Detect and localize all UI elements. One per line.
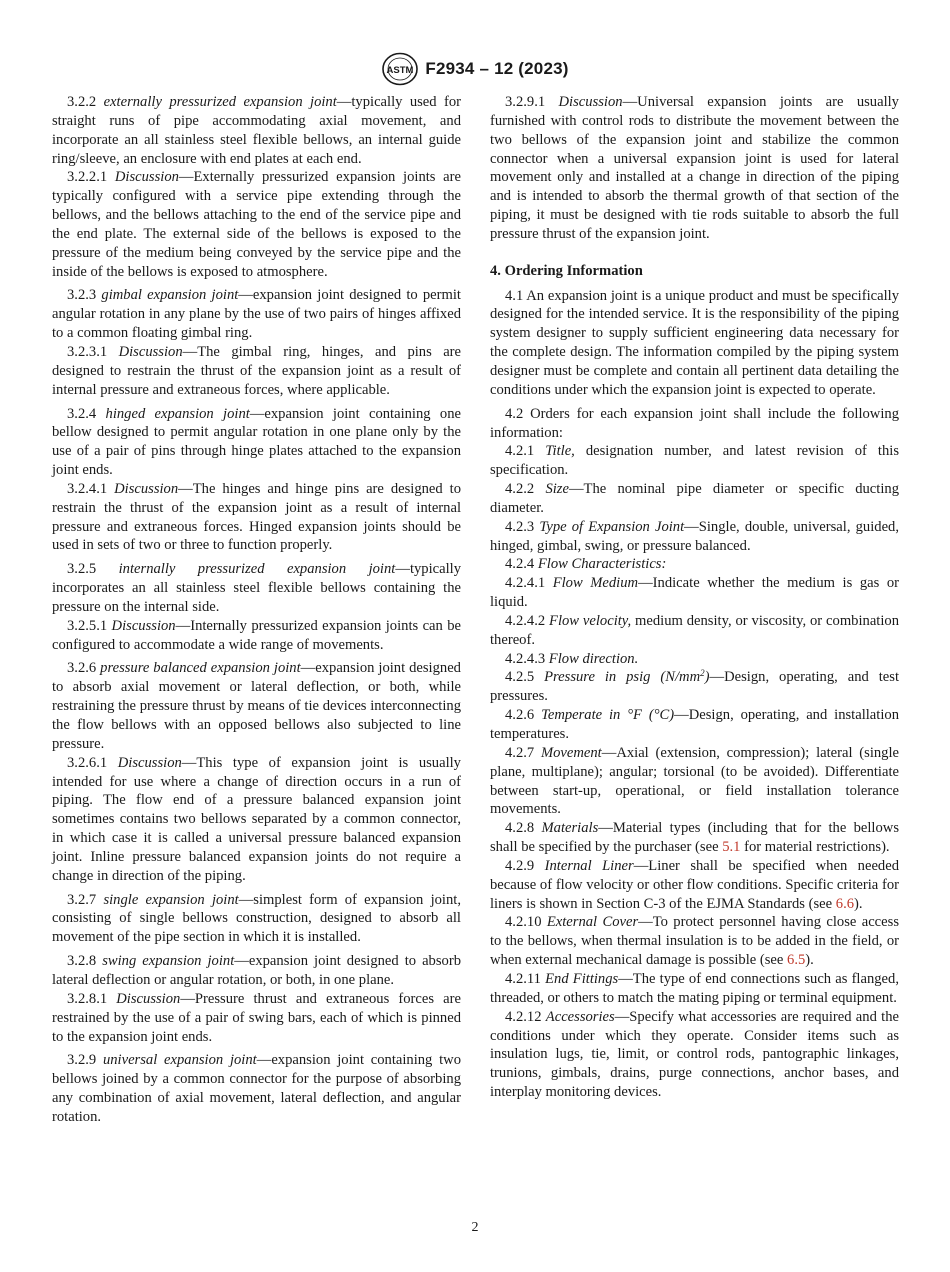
item-4-2-8: 4.2.8 Materials—Material types (including that for the bellows shall be specified by the purchaser (see 5.1 for material restrictions). [490, 820, 899, 856]
discussion-3-2-6-1: 3.2.6.1 Discussion—This type of expansion joint is usually intended for use where a change of direction occurs in a run of piping. The flow end of a pressure balanced expansion joint sometimes contains two bellows separated by a common connector, in which case it is called a universal pressure balanced expansion joint. Inline pressure balanced expansion joints do not require a change in direction of the piping. [52, 754, 461, 884]
item-4-2-1: 4.2.1 Title, designation number, and latest revision of this specification. [490, 443, 900, 479]
item-4-2-12: 4.2.12 Accessories—Specify what accessories are required and the conditions under which they operate. Consider items such as insulation lugs, tie, limit, or control rods, pantographic linkages, trunions, gimbals, drains, purge connections, anchor bases, and interplay monitoring devices. [490, 1008, 900, 1101]
item-4-2-4-3: 4.2.4.3 Flow direction. [505, 650, 639, 667]
def-3-2-8: 3.2.8 swing expansion joint—expansion joint designed to absorb lateral deflection or angular rotation, or both, in one plane. [52, 953, 461, 988]
discussion-3-2-8-1: 3.2.8.1 Discussion—Pressure thrust and extraneous forces are restrained by the use of a pair of swing bars, each of which is pinned to the expansion joint ends. [52, 990, 461, 1045]
para-4-2: 4.2 Orders for each expansion joint shall include the following information: [490, 405, 899, 441]
discussion-3-2-3-1: 3.2.3.1 Discussion—The gimbal ring, hinges, and pins are designed to restrain the thrust of the expansion joint as a result of internal pressure and extraneous forces, where applicable. [52, 343, 462, 398]
def-3-2-2: 3.2.2 externally pressurized expansion joint—typically used for straight runs of pipe accommodating axial movement, and incorporate an all stainless steel flexible bellows, an internal guide ring/sleeve, an enclosure with end plates at each end. [52, 94, 461, 167]
right-column [490, 93, 899, 1102]
def-3-2-9: 3.2.9 universal expansion joint—expansion joint containing two bellows joined by a common connector for the purpose of absorbing any combination of axial movement, lateral deflection, and angular rotation. [52, 1052, 462, 1125]
item-4-2-3: 4.2.3 Type of Expansion Joint—Single, double, universal, guided, hinged, gimbal, swing, or pressure balanced. [490, 518, 899, 554]
item-4-2-4: 4.2.4 Flow Characteristics: [505, 556, 667, 573]
ref-link-6-6[interactable]: 6.6 [835, 895, 855, 912]
page-number: 2 [471, 1220, 479, 1235]
item-4-2-4-2: 4.2.4.2 Flow velocity, medium density, or viscosity, or combination thereof. [490, 612, 899, 648]
item-4-2-9: 4.2.9 Internal Liner—Liner shall be specified when needed because of flow velocity or other flow conditions. Specific criteria for liners is shown in Section C-3 of the EJMA Standards (see 6.6). [490, 857, 899, 912]
item-4-2-2: 4.2.2 Size—The nominal pipe diameter or specific ducting diameter. [490, 481, 899, 516]
para-4-1: 4.1 An expansion joint is a unique product and must be specifically designed for the intended service. It is the responsibility of the piping system designer to supply sufficient engineering data necessary for the complete design. The information compiled by the piping system designer must be complete and contain all pertinent data detailing the conditions under which the expansion joint is expected to operate. [490, 287, 900, 398]
discussion-3-2-4-1: 3.2.4.1 Discussion—The hinges and hinge pins are designed to restrain the thrust of the expansion joint as a result of internal pressure and extraneous forces. Hinged expansion joints should be used in sets of two or three to function properly. [52, 480, 461, 554]
discussion-3-2-9-1: 3.2.9.1 Discussion—Universal expansion joints are usually furnished with control rods to distribute the movement between the two bellows of the expansion joint and stabilize the common connector when a universal expansion joint is used for lateral movement only and installed at a change in direction of the piping and is intended to absorb the thermal growth of that section of the piping, it must be designed with tie rods suitable to absorb the full pressure thrust of the expansion joint. [490, 94, 899, 242]
item-4-2-4-1: 4.2.4.1 Flow Medium—Indicate whether the medium is gas or liquid. [490, 575, 899, 611]
def-3-2-6: 3.2.6 pressure balanced expansion joint—expansion joint designed to absorb axial movement or lateral deflection, or both, while restraining the pressure thrust by means of tie devices interconnecting the flow bellows with an opposed bellows also subjected to line pressure. [52, 660, 461, 752]
section-heading-ordering-information: 4. Ordering Information [490, 262, 643, 279]
ref-link-5-1[interactable]: 5.1 [722, 839, 741, 856]
logo-text: ASTM [386, 65, 414, 76]
def-3-2-5: 3.2.5 internally pressurized expansion joint—typically incorporates an all stainless steel flexible bellows containing the pressure on the internal side. [52, 561, 462, 615]
def-3-2-4: 3.2.4 hinged expansion joint—expansion joint containing one bellow designed to permit angular rotation in one plane only by the use of a pair of pins through hinge plates attached to the expansion joint ends. [52, 405, 461, 479]
discussion-3-2-2-1: 3.2.2.1 Discussion—Externally pressurized expansion joints are typically configured with a service pipe extending through the bellows, and the bellows attaching to the end of the service pipe and the end plate. The external side of the bellows is exposed to the pressure of the medium being conveyed by the service pipe and the inside of the bellows is exposed to atmosphere. [52, 169, 461, 280]
item-4-2-10: 4.2.10 External Cover—To protect personnel having close access to the bellows, when thermal insulation is to be added in the field, or when external mechanical damage is possible (see 6.5). [490, 914, 899, 969]
document-designation: F2934 – 12 (2023) [425, 59, 569, 78]
page-header [0, 52, 950, 91]
item-4-2-7: 4.2.7 Movement—Axial (extension, compression); lateral (single plane, multiplane); angular; torsional (to be avoided). Differentiate between start-up, operational, or field installation tolerance movements. [490, 744, 899, 818]
left-column [52, 93, 461, 1127]
item-4-2-5: 4.2.5 Pressure in psig $(N/mm^2)—Design$, operating, and test pressures. [490, 668, 899, 705]
def-3-2-3: 3.2.3 gimbal expansion joint—expansion joint designed to permit angular rotation in any plane by the use of two pairs of hinges affixed to a common floating gimbal ring. [52, 287, 461, 342]
astm-logo-icon [381, 52, 419, 86]
item-4-2-6: 4.2.6 Temperate in °F (°C)—Design, operating, and installation temperatures. [490, 707, 899, 742]
ref-link-6-5[interactable]: 6.5 [787, 952, 806, 969]
item-4-2-11: 4.2.11 End Fittings—The type of end connections such as flanged, threaded, or others to match the mating piping or terminal equipment. [490, 970, 899, 1006]
def-3-2-7: 3.2.7 single expansion joint—simplest form of expansion joint, consisting of single bellows construction, designed to absorb all movement of the pipe section in which it is installed. [52, 891, 461, 946]
discussion-3-2-5-1: 3.2.5.1 Discussion—Internally pressurized expansion joints can be configured to accommodate a wide range of movements. [52, 617, 461, 653]
